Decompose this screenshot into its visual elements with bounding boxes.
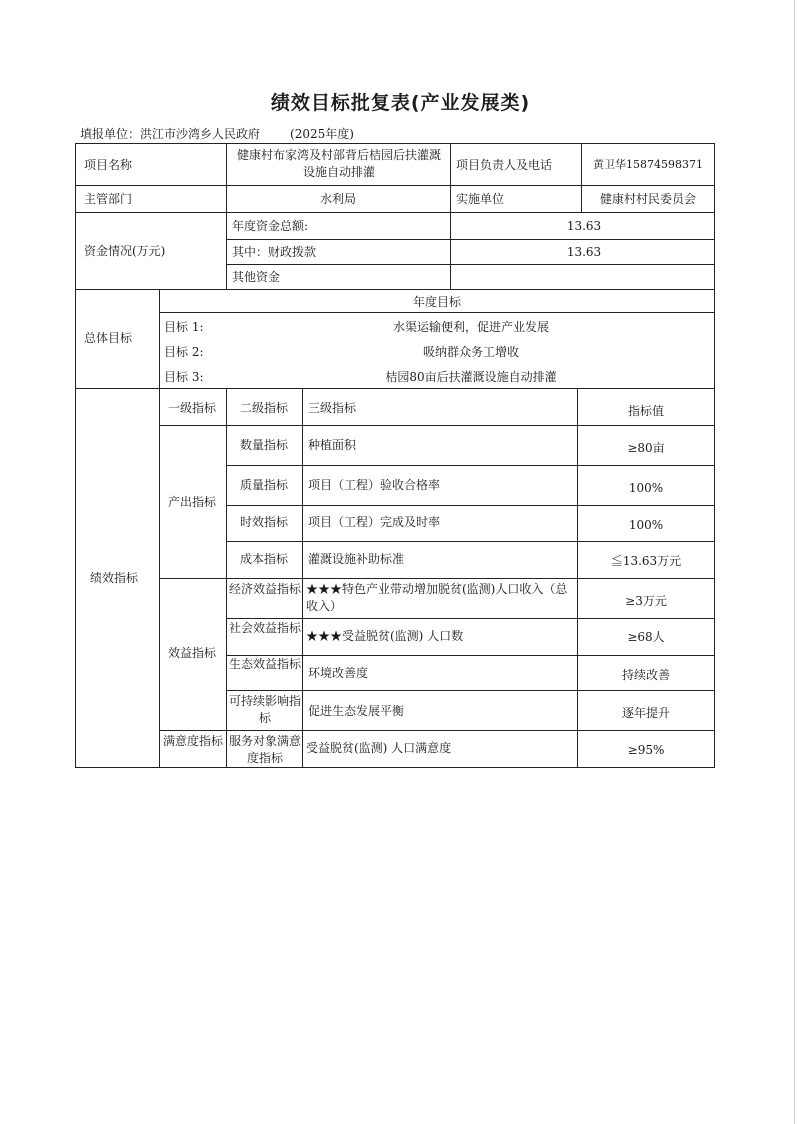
row-2-l2: 质量指标 [239, 478, 289, 492]
filler-unit: 填报单位：洪江市沙湾乡人民政府 [80, 127, 261, 141]
row-3-l3: 项目（工程）完成及时率 [308, 515, 441, 529]
row-9-l3: 受益脱贫(监测) 人口满意度 [306, 741, 452, 755]
goal-2-text: 吸纳群众务工增收 [422, 345, 520, 359]
row-6-l2: 社会效益指标 [229, 621, 302, 635]
funding-other-label: 其他资金 [232, 270, 281, 284]
goal-2-label: 目标 2: [164, 345, 204, 359]
project-contact-label: 项目负责人及电话 [456, 158, 553, 172]
project-contact-value: 黄卫华15874598371 [593, 158, 703, 171]
row-3-l2: 时效指标 [239, 515, 289, 529]
overall-header: 年度目标 [412, 295, 462, 309]
row-8-l2: 可持续影响指标 [229, 694, 302, 725]
page-title: 绩效目标批复表(产业发展类) [270, 92, 531, 114]
goal-3-text: 桔园80亩后扶灌溉设施自动排灌 [385, 370, 557, 384]
dept-label: 主管部门 [84, 192, 133, 206]
goal-1-label: 目标 1: [164, 320, 204, 334]
dept-value: 水利局 [319, 192, 357, 206]
filler-year: (2025年度) [290, 127, 354, 141]
row-5-value: ≥3万元 [625, 594, 667, 608]
row-6-value: ≥68人 [627, 630, 665, 644]
row-1-l3: 种植面积 [308, 438, 357, 452]
row-4-l3: 灌溉设施补助标准 [308, 552, 405, 566]
header-l1: 一级指标 [167, 401, 217, 415]
satisfaction-label: 满意度指标 [163, 734, 224, 748]
row-9-value: ≥95% [627, 743, 665, 757]
row-8-l3: 促进生态发展平衡 [308, 704, 405, 718]
header-l2: 二级指标 [239, 401, 289, 415]
overall-label: 总体目标 [84, 331, 133, 345]
row-7-l2: 生态效益指标 [229, 657, 302, 671]
goal-3-label: 目标 3: [164, 370, 204, 384]
output-label: 产出指标 [167, 495, 217, 509]
row-8-value: 逐年提升 [621, 706, 671, 720]
funding-label: 资金情况(万元) [84, 244, 166, 258]
funding-fiscal-label: 其中：财政拨款 [232, 245, 317, 259]
row-1-l2: 数量指标 [239, 438, 289, 452]
goal-1-text: 水渠运输便利，促进产业发展 [392, 320, 550, 334]
row-6-l3: ★★★受益脱贫(监测) 人口数 [306, 629, 464, 643]
project-name-value: 健康村布家湾及村部背后桔园后扶灌溉设施自动排灌 [236, 148, 441, 179]
benefit-label: 效益指标 [167, 646, 217, 660]
row-2-l3: 项目（工程）验收合格率 [308, 478, 441, 492]
row-7-l3: 环境改善度 [308, 666, 369, 680]
header-l3: 三级指标 [308, 401, 357, 415]
project-name-label: 项目名称 [84, 158, 133, 172]
header-value: 指标值 [627, 404, 665, 418]
row-4-value: ≦13.63万元 [610, 554, 682, 568]
impl-label: 实施单位 [456, 192, 505, 206]
row-1-value: ≥80亩 [627, 441, 665, 455]
funding-total-value: 13.63 [566, 219, 602, 233]
row-2-value: 100% [628, 481, 664, 495]
row-7-value: 持续改善 [621, 668, 671, 682]
impl-value: 健康村村民委员会 [599, 192, 697, 206]
funding-total-label: 年度资金总额: [232, 219, 309, 233]
row-5-l3: ★★★特色产业带动增加脱贫(监测)人口收入（总收入） [306, 582, 568, 613]
row-4-l2: 成本指标 [239, 552, 289, 566]
row-5-l2: 经济效益指标 [229, 582, 302, 596]
funding-fiscal-value: 13.63 [566, 245, 602, 259]
row-9-l2: 服务对象满意度指标 [229, 734, 302, 765]
indicators-label: 绩效指标 [90, 571, 139, 585]
row-3-value: 100% [628, 518, 664, 532]
